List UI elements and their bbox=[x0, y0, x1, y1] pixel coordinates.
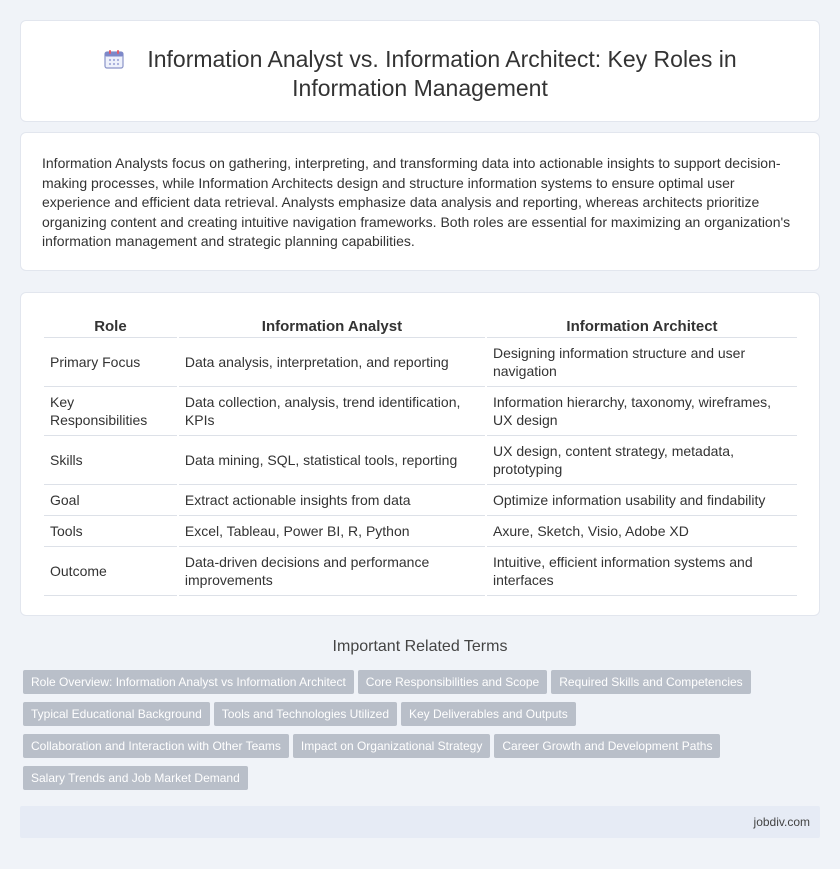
row-label: Skills bbox=[44, 436, 177, 485]
related-term-tag[interactable]: Tools and Technologies Utilized bbox=[214, 702, 397, 726]
row-label: Goal bbox=[44, 485, 177, 516]
related-term-tag[interactable]: Core Responsibilities and Scope bbox=[358, 670, 547, 694]
analyst-cell: Extract actionable insights from data bbox=[179, 485, 485, 516]
header-role: Role bbox=[44, 313, 177, 338]
header-analyst: Information Analyst bbox=[179, 313, 485, 338]
footer-site-link[interactable]: jobdiv.com bbox=[753, 815, 810, 829]
analyst-cell: Data mining, SQL, statistical tools, reporting bbox=[179, 436, 485, 485]
architect-cell: Designing information structure and user navigation bbox=[487, 338, 797, 387]
table-row bbox=[44, 387, 797, 436]
related-terms-title: Important Related Terms bbox=[332, 638, 508, 655]
page-title bbox=[81, 45, 759, 103]
analyst-cell: Data analysis, interpretation, and reporting bbox=[179, 338, 485, 387]
related-terms-list bbox=[23, 670, 813, 798]
row-label: Primary Focus bbox=[44, 338, 177, 387]
analyst-cell: Data-driven decisions and performance improvements bbox=[179, 547, 485, 596]
related-term-tag[interactable]: Role Overview: Information Analyst vs Information Architect bbox=[23, 670, 354, 694]
comparison-card bbox=[20, 292, 820, 616]
title-text: Information Analyst vs. Information Architect: Key Roles in Information Management bbox=[147, 46, 737, 101]
related-term-tag[interactable]: Key Deliverables and Outputs bbox=[401, 702, 576, 726]
architect-cell: Intuitive, efficient information systems and interfaces bbox=[487, 547, 797, 596]
architect-cell: Axure, Sketch, Visio, Adobe XD bbox=[487, 516, 797, 547]
table-row bbox=[44, 516, 797, 547]
row-label: Outcome bbox=[44, 547, 177, 596]
table-header-row bbox=[44, 313, 797, 338]
footer bbox=[20, 806, 820, 838]
intro-card bbox=[20, 132, 820, 271]
row-label: Key Responsibilities bbox=[44, 387, 177, 436]
related-term-tag[interactable]: Typical Educational Background bbox=[23, 702, 210, 726]
header-architect: Information Architect bbox=[487, 313, 797, 338]
related-term-tag[interactable]: Career Growth and Development Paths bbox=[494, 734, 720, 758]
architect-cell: UX design, content strategy, metadata, prototyping bbox=[487, 436, 797, 485]
related-term-tag[interactable]: Impact on Organizational Strategy bbox=[293, 734, 490, 758]
table-row bbox=[44, 338, 797, 387]
header-card bbox=[20, 20, 820, 122]
analyst-cell: Excel, Tableau, Power BI, R, Python bbox=[179, 516, 485, 547]
row-label: Tools bbox=[44, 516, 177, 547]
architect-cell: Optimize information usability and findability bbox=[487, 485, 797, 516]
comparison-table bbox=[42, 313, 799, 596]
table-row bbox=[44, 485, 797, 516]
related-term-tag[interactable]: Salary Trends and Job Market Demand bbox=[23, 766, 248, 790]
related-term-tag[interactable]: Required Skills and Competencies bbox=[551, 670, 750, 694]
table-row bbox=[44, 436, 797, 485]
architect-cell: Information hierarchy, taxonomy, wireframes, UX design bbox=[487, 387, 797, 436]
table-row bbox=[44, 547, 797, 596]
related-term-tag[interactable]: Collaboration and Interaction with Other Teams bbox=[23, 734, 289, 758]
analyst-cell: Data collection, analysis, trend identification, KPIs bbox=[179, 387, 485, 436]
calendar-icon bbox=[103, 48, 125, 70]
intro-paragraph: Information Analysts focus on gathering, interpreting, and transforming data into actionable insights to support decision-making processes, while Information Architects design and structure information systems to ensure optimal user experience and efficient data retrieval. Analysts emphasize data analysis and reporting, whereas architects prioritize organizing content and creating intuitive navigation frameworks. Both roles are essential for maximizing an organization's information management and strategic planning capabilities. bbox=[42, 155, 791, 250]
